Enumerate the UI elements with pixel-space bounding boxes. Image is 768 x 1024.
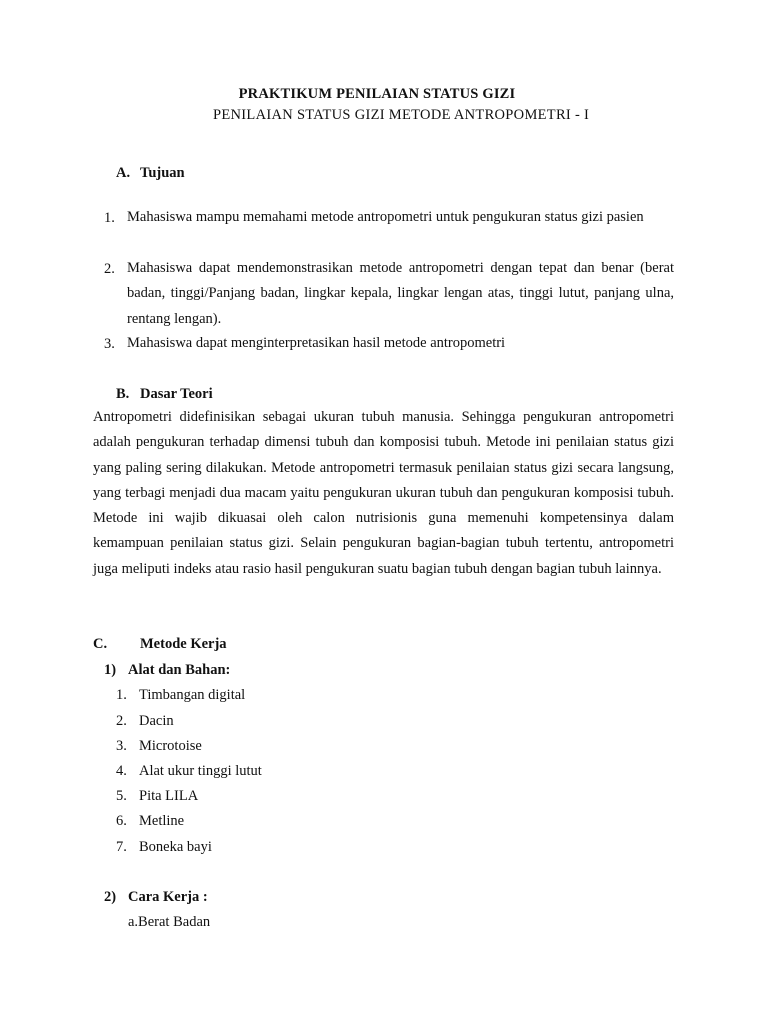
section-a-title: Tujuan	[140, 165, 185, 181]
section-b-title: Dasar Teori	[140, 386, 213, 402]
alat-item-5-text: Pita LILA	[139, 788, 199, 804]
section-c-heading	[93, 636, 227, 653]
alat-item-3-number: 3.	[116, 738, 127, 754]
cara-kerja-title: Cara Kerja :	[128, 889, 208, 905]
cara-kerja-heading	[104, 889, 208, 906]
alat-item-6-number: 6.	[116, 813, 127, 829]
alat-item-2-number: 2.	[116, 713, 127, 729]
cara-kerja-item-a: a.Berat Badan	[128, 914, 211, 930]
section-b-marker: B.	[116, 386, 130, 402]
tujuan-item-2-text: Mahasiswa dapat mendemonstrasikan metode antropometri dengan tepat dan benar (berat badan, tinggi/Panjang badan, lingkar kepala, lingkar lengan atas, tinggi lutut, panjang ulna, rentang lengan).	[127, 260, 674, 327]
alat-item-6-text: Metline	[139, 813, 185, 829]
section-a-marker: A.	[116, 165, 131, 181]
tujuan-item-1-number: 1.	[104, 210, 115, 226]
section-c-title: Metode Kerja	[140, 636, 227, 652]
alat-bahan-title: Alat dan Bahan:	[128, 662, 231, 678]
tujuan-item-2-number: 2.	[104, 261, 115, 277]
alat-item-2-text: Dacin	[139, 713, 174, 729]
tujuan-item-1-text: Mahasiswa mampu memahami metode antropometri untuk pengukuran status gizi pasien	[127, 209, 644, 225]
document-subtitle: PENILAIAN STATUS GIZI METODE ANTROPOMETRI - I	[213, 107, 590, 123]
alat-bahan-marker: 1)	[104, 662, 117, 678]
dasar-teori-paragraph: Antropometri didefinisikan sebagai ukuran tubuh manusia. Sehingga pengukuran antropometri adalah pengukuran terhadap dimensi tubuh dan komposisi tubuh. Metode ini penilaian status gizi yang paling sering dilakukan. Metode antropometri termasuk penilaian status gizi secara langsung, yang terbagi menjadi dua macam yaitu pengukuran ukuran tubuh dan pengukuran komposisi tubuh. Metode ini wajib dikuasai oleh calon nutrisionis guna memenuhi kompetensinya dalam kemampuan penilaian status gizi. Selain pengukuran bagian-bagian tubuh tertentu, antropometri juga meliputi indeks atau rasio hasil pengukuran suatu bagian tubuh dengan bagian tubuh lainnya.	[93, 409, 674, 577]
section-a-heading	[116, 165, 185, 182]
alat-item-7-number: 7.	[116, 839, 127, 855]
alat-item-4-number: 4.	[116, 763, 127, 779]
alat-item-7-text: Boneka bayi	[139, 839, 212, 855]
alat-item-1-text: Timbangan digital	[139, 687, 246, 703]
section-b-heading	[116, 386, 213, 403]
alat-item-4-text: Alat ukur tinggi lutut	[139, 763, 262, 779]
alat-item-5-number: 5.	[116, 788, 127, 804]
document-title: PRAKTIKUM PENILAIAN STATUS GIZI	[238, 86, 516, 102]
cara-kerja-marker: 2)	[104, 889, 117, 905]
alat-bahan-heading	[104, 662, 230, 679]
alat-item-3-text: Microtoise	[139, 738, 202, 754]
tujuan-item-3-number: 3.	[104, 336, 115, 352]
alat-item-1-number: 1.	[116, 687, 127, 703]
tujuan-item-3-text: Mahasiswa dapat menginterpretasikan hasil metode antropometri	[127, 335, 506, 351]
section-c-marker: C.	[93, 636, 108, 652]
